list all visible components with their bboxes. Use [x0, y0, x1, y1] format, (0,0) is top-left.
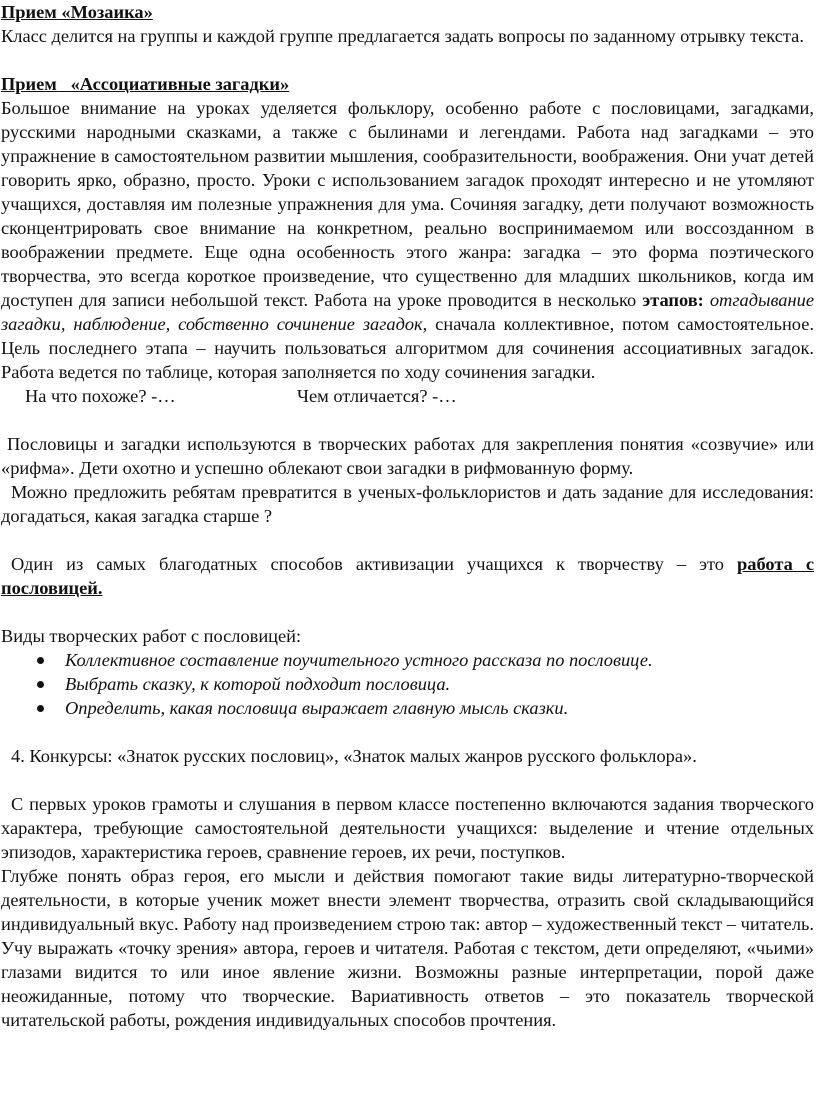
riddles-paragraph: Большое внимание на уроках уделяется фольклору, особенно работе с пословицами, загадками, русскими народными сказками, а также с былинами и легендами. Работа над загадками – это упражнение в самостоятельном развитии мышления, сообразительности, воображения. Они учат детей говорить ярко, образно, просто. Уроки с использованием загадок проходят интересно и не утомляют учащихся, доставляя им полезные упражнения для ума. Сочиняя загадку, дети получают возможность сконцентрировать свое внимание на конкретном, реально воспринимаемом или воссозданном в воображении предмете. Еще одна особенность этого жанра: загадка – это форма поэтического творчества, это всегда короткое произведение, что существенно для младших школьников, когда им доступен для записи небольшой текст. Работа на уроке проводится в несколько этапов: отгадывание загадки, наблюдение, собственно сочинение загадок, сначала коллективное, потом самостоятельное. Цель последнего этапа – научить пользоваться алгоритмом для сочинения ассоциативных загадок. Работа ведется по таблице, которая заполняется по ходу сочинения загадки.: [1, 98, 814, 382]
stages-label: этапов:: [642, 290, 704, 310]
list-item: Определить, какая пословица выражает главную мысль сказки.: [1, 696, 814, 720]
spacer: [1, 528, 814, 552]
list-item: Выбрать сказку, к которой подходит пословица.: [1, 672, 814, 696]
bullet-icon: [37, 681, 44, 688]
proverb-work-paragraph: Один из самых благодатных способов активизации учащихся к творчеству – это работа с пословицей.: [1, 554, 814, 598]
spacer: [1, 720, 814, 744]
mosaic-paragraph: Класс делится на группы и каждой группе предлагается задать вопросы по заданному отрывку текста.: [1, 26, 804, 46]
spacer: [1, 600, 814, 624]
bullet-icon: [37, 705, 44, 712]
table-col-similar: На что похоже? -…: [25, 386, 176, 406]
table-col-different: Чем отличается? -…: [297, 386, 457, 406]
contests-paragraph: 4. Конкурсы: «Знаток русских пословиц», «Знаток малых жанров русского фольклора».: [11, 746, 697, 766]
stages-list: отгадывание загадки, наблюдение, собственно сочинение загадок: [1, 290, 814, 334]
riddle-table-row: [1, 384, 814, 408]
deeper-paragraph: Глубже понять образ героя, его мысли и действия помогают такие виды литературно-творческой деятельности, в которые ученик может внести элемент творчества, отразить свой складывающийся индивидуальный вкус. Работу над произведением строю так: автор – художественный текст – читатель. Учу выражать «точку зрения» автора, героев и читателя. Работая с текстом, дети определяют, «чьими» глазами видится то или иное явление жизни. Возможны разные интерпретации, порой даже неожиданные, потому что творческие. Вариативность ответов – это показатель творческой читательской работы, рождения индивидуальных способов прочтения.: [1, 866, 814, 1030]
spacer: [1, 768, 814, 792]
mosaic-title: Прием «Мозаика»: [1, 2, 153, 22]
first-class-paragraph: С первых уроков грамоты и слушания в первом классе постепенно включаются задания творческого характера, требующие самостоятельной деятельности учащихся: выделение и чтение отдельных эпизодов, характеристика героев, сравнение героев, их речи, поступков.: [1, 794, 814, 862]
research-paragraph: Можно предложить ребятам превратится в ученых-фольклористов и дать задание для исследования: догадаться, какая загадка старше ?: [1, 482, 814, 526]
riddles-title: Прием «Ассоциативные загадки»: [1, 74, 290, 94]
rhyme-paragraph: Пословицы и загадки используются в творческих работах для закрепления понятия «созвучие» или «рифма». Дети охотно и успешно облекают свои загадки в рифмованную форму.: [1, 434, 814, 478]
kinds-heading: Виды творческих работ с пословицей:: [1, 626, 302, 646]
proverb-work-highlight: работа с пословицей.: [1, 554, 814, 598]
spacer: [1, 408, 814, 432]
kinds-list: [1, 648, 814, 720]
list-item: Коллективное составление поучительного устного рассказа по пословице.: [1, 648, 814, 672]
bullet-icon: [37, 657, 44, 664]
spacer: [1, 48, 814, 72]
